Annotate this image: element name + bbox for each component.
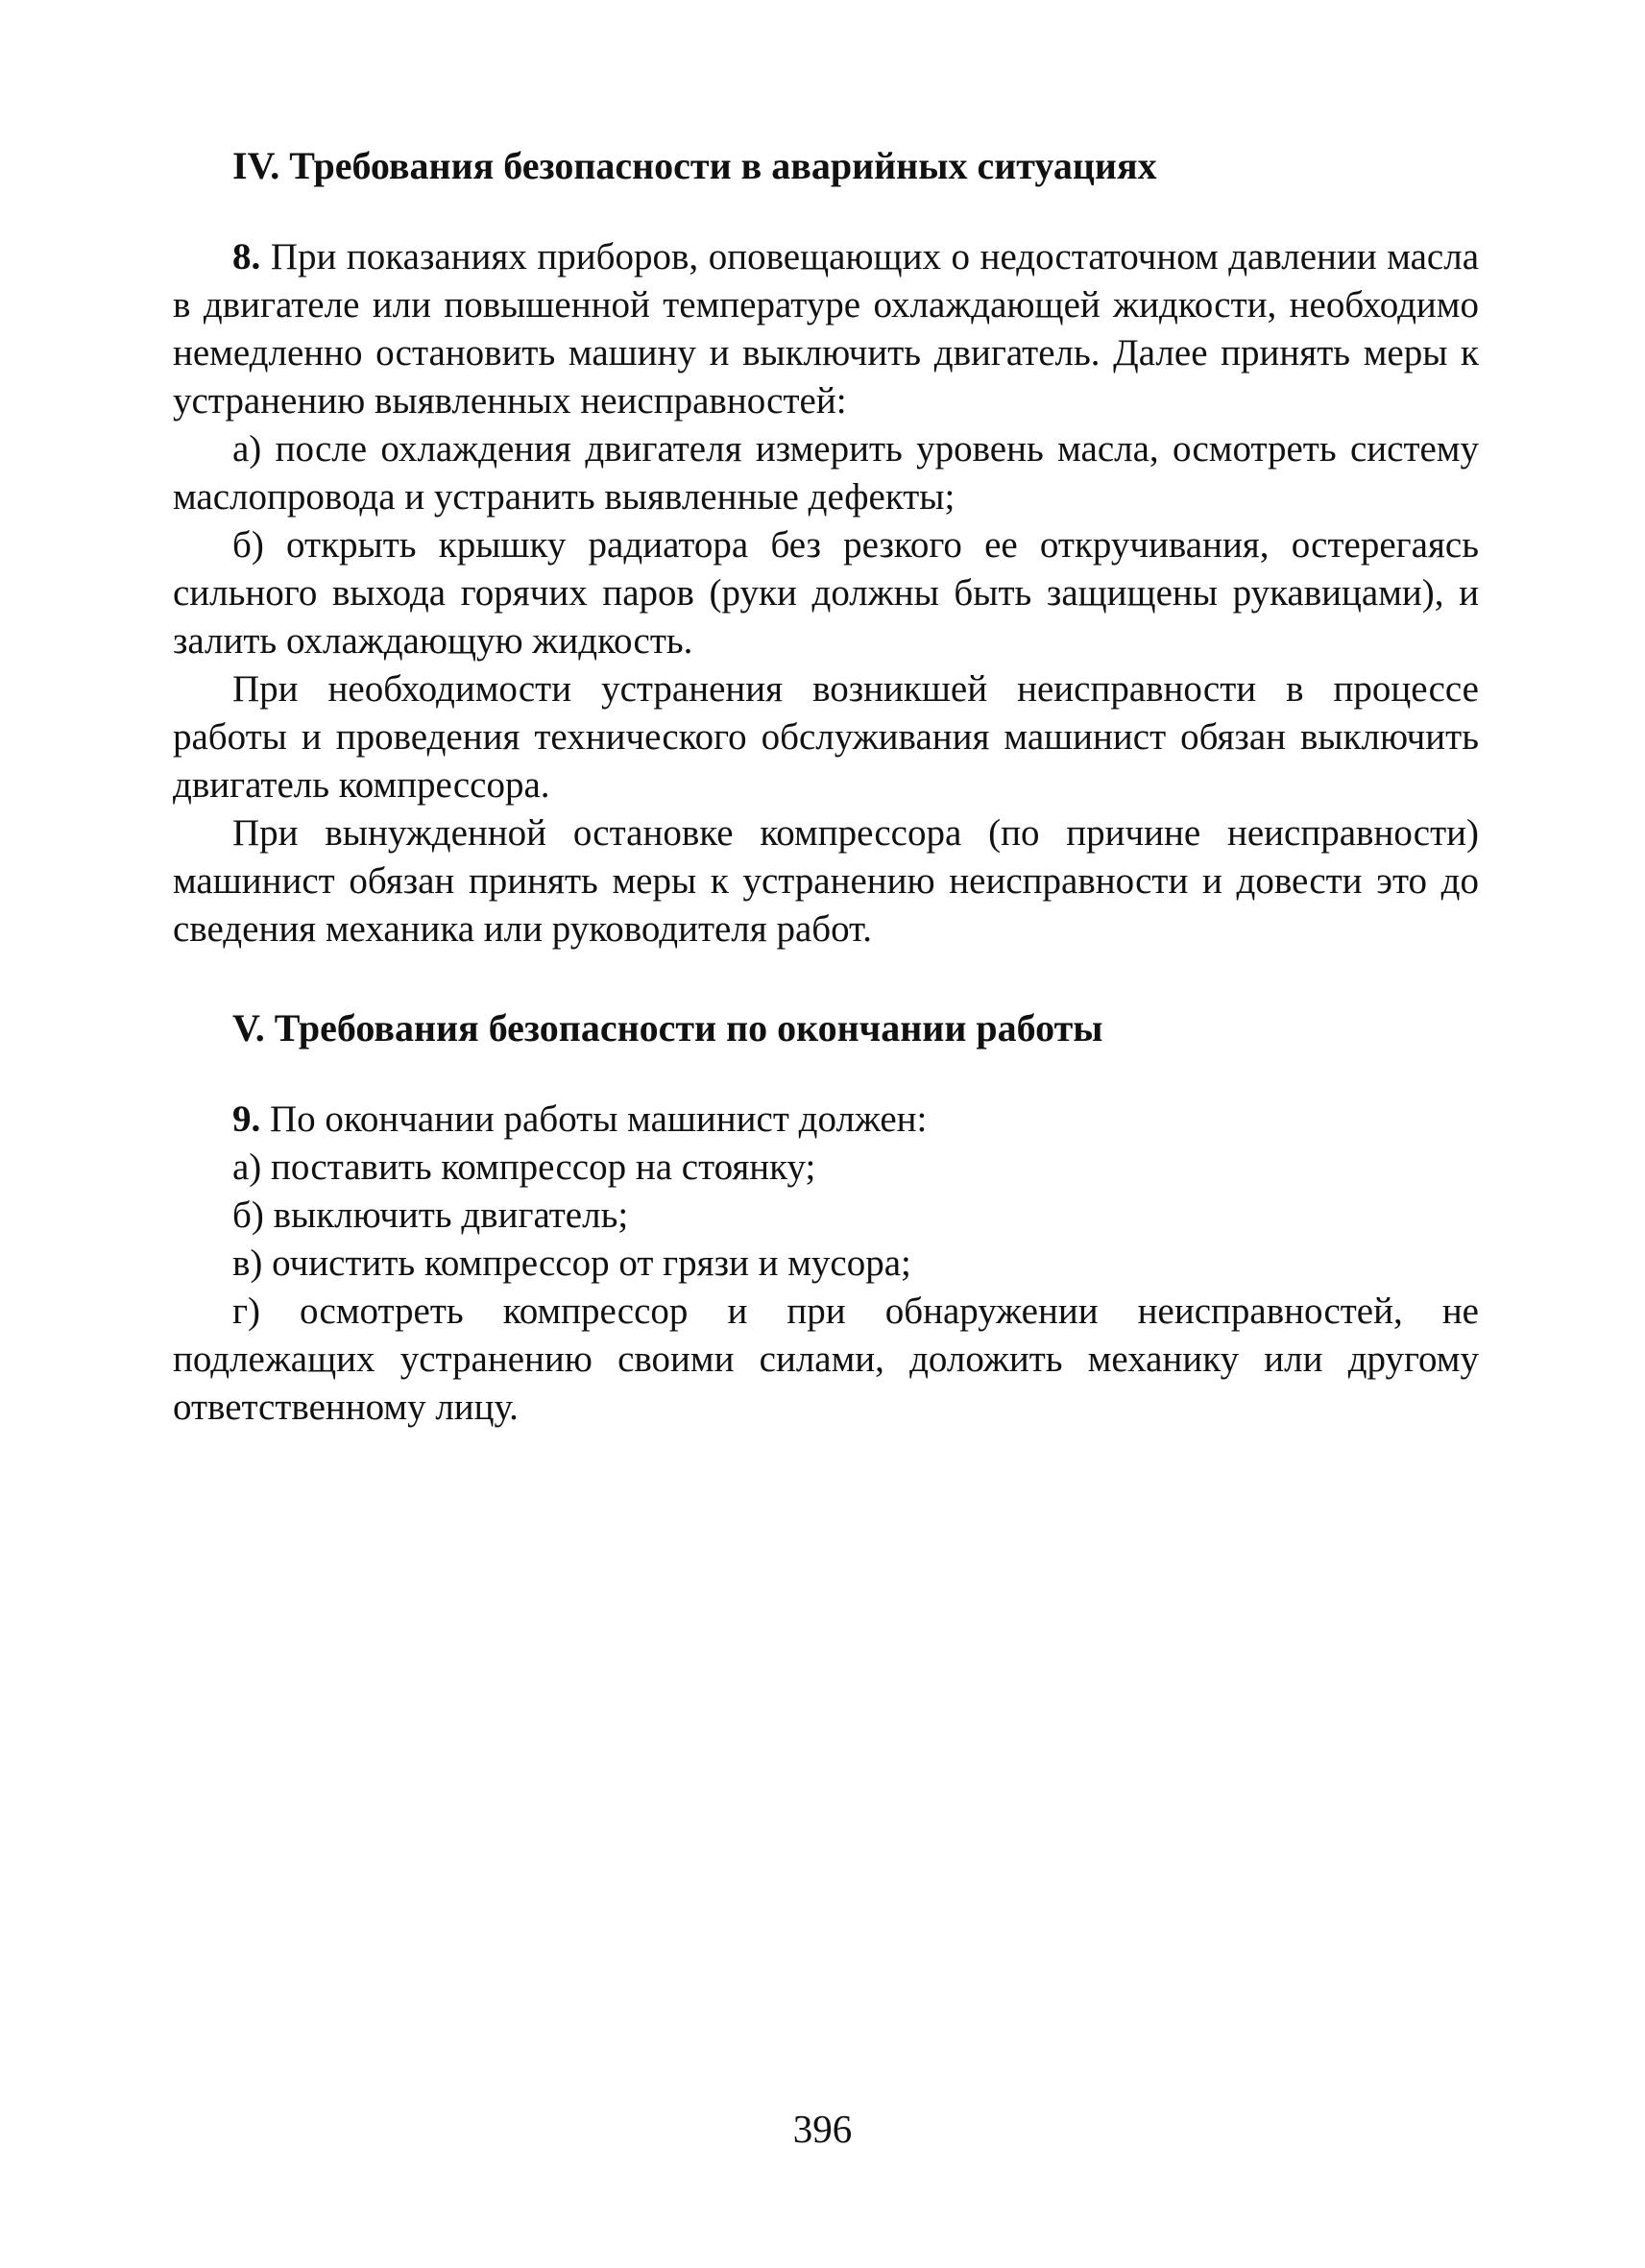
item-9-sub-c: в) очистить компрессор от грязи и мусора; (232, 1243, 911, 1284)
section-5-heading: V. Требования безопасности по окончании работы (232, 1006, 1103, 1050)
item-8-paragraph (173, 233, 1479, 425)
item-8-number: 8. (232, 236, 261, 277)
repair-paragraph: При необходимости устранения возникшей неисправности в процессе работы и проведения технического обслуживания машинист обязан выключить двигатель компрессора. (173, 668, 1479, 806)
item-8-text: При показаниях приборов, оповещающих о недостаточном давлении масла в двигателе или повышенной температуре охлаждающей жидкости, необходимо немедленно остановить машину и выключить двигатель. Далее принять меры к устранению выявленных неисправностей: (173, 236, 1479, 422)
item-9-text: По окончании работы машинист должен: (270, 1098, 928, 1140)
item-9-sub-a: а) поставить компрессор на стоянку; (232, 1146, 816, 1188)
section-4-body (173, 233, 1479, 953)
item-8-sub-b: б) открыть крышку радиатора без резкого ее откручивания, остерегаясь сильного выхода горячих паров (руки должны быть защищены рукавицами), и залить охлаждающую жидкость. (173, 524, 1479, 662)
item-9-paragraph (173, 1096, 1479, 1144)
forced-stop-paragraph: При вынужденной остановке компрессора (по причине неисправности) машинист обязан принять меры к устранению неисправности и довести это до сведения механика или руководителя работ. (173, 812, 1479, 950)
item-9-sub-d: г) осмотреть компрессор и при обнаружении неисправностей, не подлежащих устранению своими силами, доложить механику или другому ответственному лицу. (173, 1291, 1479, 1428)
item-9-number: 9. (232, 1098, 261, 1140)
section-4-heading: IV. Требования безопасности в аварийных ситуациях (232, 144, 1157, 187)
page-number: 396 (792, 2107, 853, 2151)
item-8-sub-a: а) после охлаждения двигателя измерить уровень масла, осмотреть систему маслопровода и устранить выявленные дефекты; (173, 428, 1479, 518)
item-9-sub-b: б) выключить двигатель; (232, 1194, 629, 1236)
section-5-body (173, 1096, 1479, 1432)
